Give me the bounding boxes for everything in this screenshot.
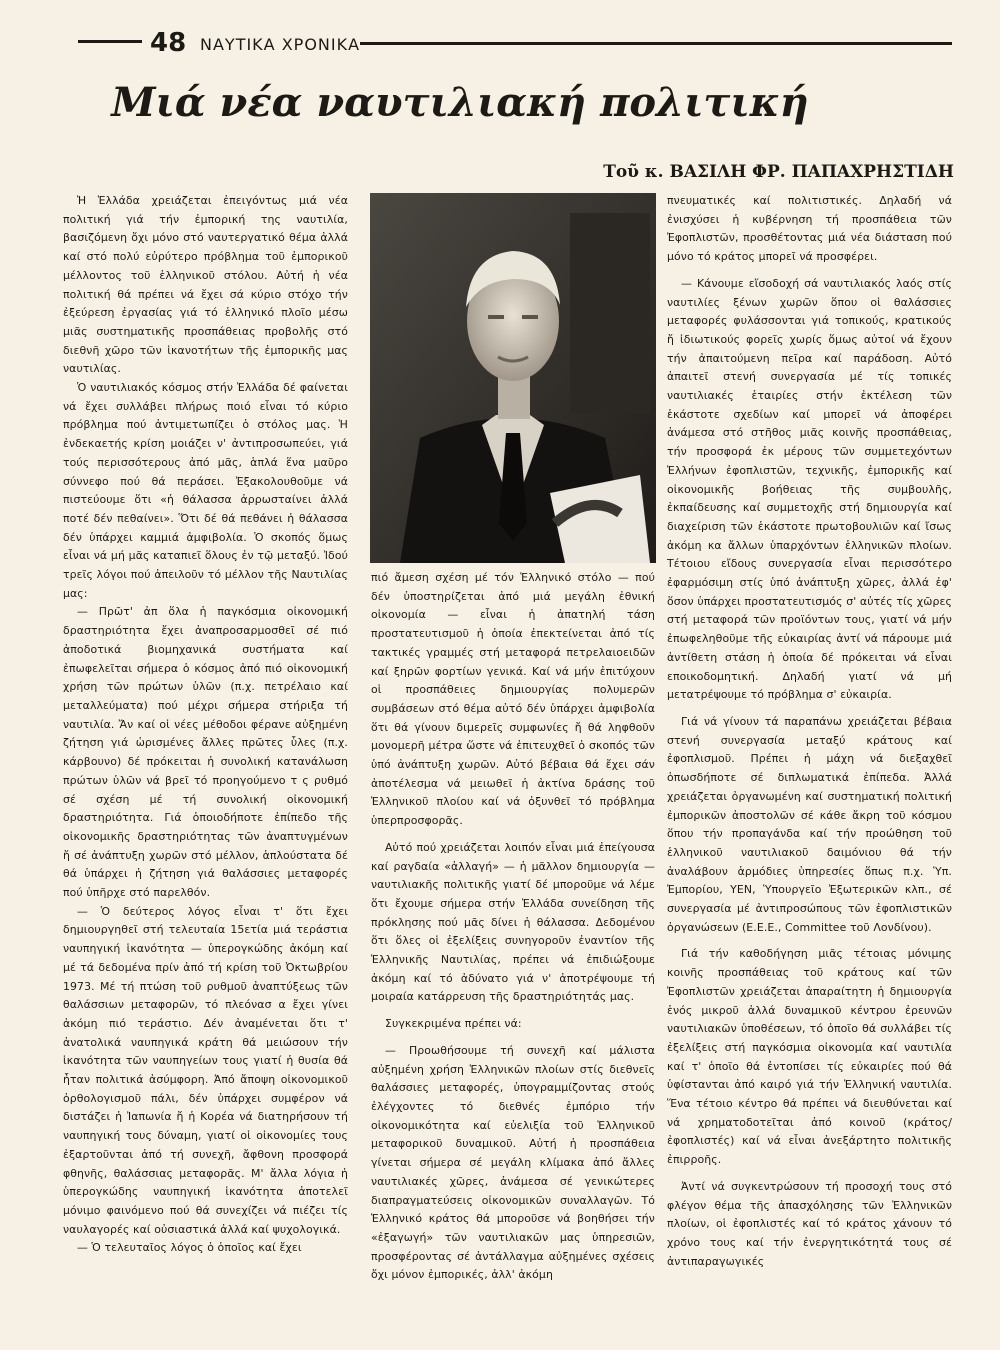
byline: Τοῦ κ. ΒΑΣΙΛΗ ΦΡ. ΠΑΠΑΧΡΗΣΤΙΔΗ <box>603 162 954 182</box>
paragraph: — Κάνουμε εἴσοδοχή σά ναυτιλιακός λαός στίς ναυτιλίες ξένων χωρῶν ὅπου οἱ θαλάσσιες μεταφορές φυλάσσονται γιά τοπικούς, κρατικούς ἤ ἰδιωτικούς φορεῖς χωρίς ὅμως αὐτοί νά ἔχουν τήν ἀπαιτούμενη πεῖρα καί παράδοση. Αὐτό ἀπαιτεῖ στενή συνεργασία μέ τίς τοπικές ναυτιλιακές ἑταιρίες στήν ἐκτέλεση τῶν ἑκάστοτε σχεδίων καί μπορεῖ νά ἀποφέρει ἀνάμεσα στό στῆθος μιᾶς κοινῆς προσπάθειας, τήν προσφορά ἐκ μέρους τῶν συμμετεχόντων Ἑλλήνων ἐφοπλιστῶν, τεχνικῆς, ἐμπορικῆς καί οἰκονομικῆς βοήθειας τῆς συμβουλῆς, ἐκπαίδευσης καί συμμετοχῆς στή δημιουργία καί διαχείριση τῶν ἑκάστοτε πρωτοβουλιῶν καί ἴσως ἀκόμη κα ἄλλων ὑπαρχόντων ἑλληνικῶν πλοίων. Τέτοιου εἴδους συνεργασία εἶναι περισσότερο ἐφαρμόσιμη στίς ὑπό ἀνάπτυξη χῶρες, ἀλλά ἐφ' ὅσον ὑπάρχει προστατευτισμός σ' αὐτές τίς χῶρες στή μεταφορά τῶν προϊόντων τους, γιατί νά μήν ἐπωφεληθοῦμε τῆς εὐκαιρίας ἀντί νά πάρουμε μιά ἀντίθετη στάση ἡ ὁποία δέ πρόκειται νά εἶναι εποικοδομητική. Δηλαδή γιατί νά μή μετατρέψουμε τό πρόβλημα σ' εὐκαιρία. <box>667 276 952 702</box>
author-portrait-image <box>370 193 656 563</box>
author-photo <box>370 193 656 563</box>
paragraph: — Ὁ τελευταῖος λόγος ὁ ὁποῖος καί ἔχει <box>77 1241 302 1255</box>
paragraph: Αὐτό πού χρειάζεται λοιπόν εἶναι μιά ἐπείγουσα καί ραγδαία «ἀλλαγή» — ἡ μᾶλλον δημιουργία — ναυτιλιακῆς πολιτικῆς γιατί δέ μποροῦμε νά λέμε ὅτι ἔχουμε σήμερα στήν Ἑλλάδα συνείδηση τῆς πρόκλησης πού μᾶς δίνει ἡ θάλασσα. Δεδομένου ὅτι ὅλες οἱ ἐξελίξεις συνηγοροῦν ἐναντίον τῆς Ἑλληνικῆς Ναυτιλίας, πρέπει νά ἐπιδιώξουμε ἀκόμη καί τό ἀδύνατο γιά ν' ἀποτρέψουμε τή μοιραία κατάρρευση τῆς δραστηριότητάς μας. <box>371 840 655 1004</box>
header-rule-left <box>78 40 142 43</box>
column-right <box>667 192 952 1271</box>
paragraph: Ἡ Ἑλλάδα χρειάζεται ἐπειγόντως μιά νέα πολιτική γιά τήν ἐμπορική της ναυτιλία, βασιζόμενη ὄχι μόνο στό ναυτεργατικό θέμα ἀλλά καί στό πολύ εὐρύτερο πρόβλημα τοῦ ἐμπορικοῦ μέλλοντος τοῦ ἑλληνικοῦ στόλου. Αὐτή ἡ νέα πολιτική θά πρέπει νά ἔχει σά κύριο στόχο τήν ἐξεύρεση ἐργασίας γιά τό ἑλληνικό πλοῖο μέσω μιᾶς συστηματικῆς προσπάθειας προβολῆς στό διεθνῆ χῶρο τῶν ἱκανοτήτων τῆς ἐμπορικῆς μας ναυτιλίας. <box>63 194 348 376</box>
header-rule-right <box>360 42 952 45</box>
paragraph: Γιά τήν καθοδήγηση μιᾶς τέτοιας μόνιμης κοινῆς προσπάθειας τοῦ κράτους καί τῶν Ἐφοπλιστῶν χρειάζεται ἀπαραίτητη ἡ δημιουργία ἑνός μικροῦ ἀλλά δυναμικοῦ κέντρου ἐρευνῶν ναυτιλιακῶν ὑποθέσεων, τό ὁποῖο θά συλλάβει τίς ἐξελίξεις στή παγκόσμια οἰκονομία καί ναυτιλία καί τ' ὁποῖο θά ἐντοπίσει τίς εὐκαιρίες πού θά ὑφίστανται ἀπό καιρό γιά τήν Ἑλληνική ναυτιλία. Ἕνα τέτοιο κέντρο θά πρέπει νά διευθύνεται καί νά χρηματοδοτεῖται ἀπό κοινοῦ (κράτος/ἐφοπλιστές) καί νά εἶναι ἀνεξάρτητο πολιτικῆς ἐπιρροῆς. <box>667 947 952 1167</box>
paragraph: πιό ἄμεση σχέση μέ τόν Ἑλληνικό στόλο — πού δέν ὑποστηρίζεται ἀπό μιά μεγάλη ἐθνική οἰκονομία — εἶναι ἡ ἀπατηλή τάση προστατευτισμοῦ ἡ ὁποία ἐπεκτείνεται ἀπό τίς τακτικές γραμμές στή μεταφορά πετρελαιοειδῶν καί ξηρῶν φορτίων γενικά. Καί νά μήν ἐπιτύχουν οἱ προσπάθειες δημιουργίας πολυμερῶν συμβάσεων στό θέμα αὐτό δέν ὑπάρχει ἀμφιβολία ὅτι θά γίνουν διμερεῖς συμφωνίες ἤ θά ληφθοῦν μονομερῆ μέτρα ὥστε νά ἐπιτευχθεῖ ὁ σκοπός τῶν ὑπό ἀνάπτυξη χωρῶν. Αὐτό βέβαια θά ἔχει σάν ἀποτέλεσμα νά μειωθεῖ ἡ ἀκτίνα δράσης τοῦ Ἑλληνικοῦ πλοίου καί νά ὀξυνθεῖ τό πρόβλημα ὑπερπροσφορᾶς. <box>371 571 655 828</box>
paragraph: Ἀντί νά συγκεντρώσουν τή προσοχή τους στό φλέγον θέμα τῆς ἀπασχόλησης τῶν Ἑλληνικῶν πλοίων, οἱ ἐφοπλιστές καί τό κράτος χάνουν τό χρόνο τους καί τήν ἐνεργητικότητά τους σέ ἀντιπαραγωγικές <box>667 1179 952 1268</box>
paragraph: — Προωθήσουμε τή συνεχῆ καί μάλιστα αὐξημένη χρήση Ἑλληνικῶν πλοίων στίς διεθνεῖς θαλάσσιες μεταφορές, ὑπογραμμίζοντας στούς ἐλέγχοντες τό διεθνές ἐμπόριο τήν οἰκονομικότητα καί εὐελιξία τοῦ Ἑλληνικοῦ μεταφορικοῦ δυναμικοῦ. Αὐτή ἡ προσπάθεια γίνεται σήμερα σέ μεγάλη κλίμακα ἀπό ἄλλες ναυτιλιακές χῶρες, ἀνάμεσα σέ γενικώτερες διαπραγματεύσεις οἰκονομικῶν συναλλαγῶν. Τό Ἑλληνικό κράτος θά μποροῦσε νά βοηθήσει τήν «ἐξαγωγή» τῶν ναυτιλιακῶν μας ὑπηρεσιῶν, προσφέροντας σέ ἀντάλλαγμα αὐξημένες σχέσεις ὄχι μόνον ἐμπορικές, ἀλλ' ἀκόμη <box>371 1043 655 1282</box>
article-title: Μιά νέα ναυτιλιακή πολιτική <box>111 79 809 126</box>
paragraph: Συγκεκριμένα πρέπει νά: <box>385 1017 522 1031</box>
journal-title: ΝΑΥΤΙΚΑ ΧΡΟΝΙΚΑ <box>200 35 361 54</box>
paragraph: Γιά νά γίνουν τά παραπάνω χρειάζεται βέβαια στενή συνεργασία μεταξύ κράτους καί ἐφοπλισμοῦ. Πρέπει ἡ μάχη νά διεξαχθεῖ ὁπωσδήποτε σέ διπλωματικά ἐπίπεδα. Ἀλλά χρειάζεται ὀργανωμένη καί συστηματική πολιτική ἐμπορικῶν ἀποστολῶν σέ κάθε ἄκρη τοῦ κόσμου ὅπου τήν προπαγάνδα καί τήν προώθηση τοῦ ἑλληνικοῦ ναυτιλιακοῦ δαιμόνιου θά τήν ἀναλάβουν ἁρμόδιες ὑπηρεσίες ὅπως π.χ. Ὑπ. Ἐμπορίου, ΥΕΝ, Ὑπουργεῖο Ἐξωτερικῶν κλπ., σέ συνεργασία μέ ἀντιπροσώπους τῶν ἐφοπλιστικῶν ὀργανώσεων (Ε.Ε.Ε., Committee τοῦ Λονδίνου). <box>667 714 952 934</box>
paragraph: Ὁ ναυτιλιακός κόσμος στήν Ἑλλάδα δέ φαίνεται νά ἔχει συλλάβει πλήρως ποιό εἶναι τό κύριο πρόβλημα πού ἀντιμετωπίζει ὁ στόλος μας. Ἡ ἐνδεκαετής κρίση μοιάζει ν' ἀντιπροσωπεύει, γιά τούς περισσότερους ἀπό μᾶς, ἁπλά ἕνα μαῦρο σύννεφο πού θά περάσει. Ἐξακολουθοῦμε νά πιστεύουμε ὅτι «ἡ θάλασσα ἀρρωσταίνει ἀλλά ποτέ δέν πεθαίνει». Ὅτι δέ θά πεθάνει ἡ θάλασσα δέν ὑπάρχει καμμιά ἀμφιβολία. Ὁ σκοπός ὅμως εἶναι νά μή μᾶς καταπιεῖ ὅλους ἐν τῷ μεταξύ. Ἰδού τρεῖς λόγοι πού ἀπειλοῦν τό μέλλον τῆς Ναυτιλίας μας: <box>63 381 348 600</box>
paragraph: — Ὁ δεύτερος λόγος εἶναι τ' ὅτι ἔχει δημιουργηθεῖ στή τελευταία 15ετία μιά τεράστια ναυπηγική ἱκανότητα — ὑπερογκώδης ἀκόμη καί μέ τά δεδομένα πρίν ἀπό τή κρίση τοῦ Ὀκτωβρίου 1973. Μέ τή πτώση τοῦ ρυθμοῦ ἀναπτύξεως τῶν θαλάσσιων μεταφορῶν, τό πλεόνασ α ἔχει γίνει ἀκόμη πιό τεράστιο. Δέν ἀναμένεται ὅτι τ' ἀνατολικά ναυπηγικά κράτη θά μειώσουν τήν ἱκανότητα τῶν ναυπηγείων τους γιατί ἡ θυσία θά ἦταν πολιτικά ἀσύμφορη. Ἀπό ἄποψη οἰκονομικοῦ ὀρθολογισμοῦ πάλι, δέν ὑπάρχει συμφέρον νά διστάζει ἡ Ἰαπωνία ἤ ἡ Κορέα νά διατηρήσουν τή ναυπηγική τους δύναμη, γιατί οἱ οἰκονομίες τους ἐξαρτοῦνται ἀπό τή συνεχῆ, ἄφθονη προσφορά φθηνῆς, θαλάσσιας μεταφορᾶς. Μ' ἄλλα λόγια ἡ ὑπερογκώδης ναυπηγική ἱκανότητα ἀποτελεῖ μόνιμο φαινόμενο πού θά συνεχίζει νά πιέζει τίς ναυλαγορές καί οὐσιαστικά ἀλλά καί ψυχολογικά. <box>63 904 348 1236</box>
paragraph: — Πρῶτ' ἀπ ὅλα ἡ παγκόσμια οἰκονομική δραστηριότητα ἔχει ἀναπροσαρμοσθεῖ σέ πιό ἀποδοτικά βιομηχανικά συστήματα καί ἐπωφελεῖται σήμερα ὁ κόσμος ἀπό πιό οἰκονομική χρήση τῶν πρώτων ὑλῶν (π.χ. πετρέλαιο καί μεταλλεύματα) πού μέχρι σήμερα στήριξα τή ναυτιλία. Ἄν καί οἱ νέες μέθοδοι φέρανε αὐξημένη ζήτηση γιά ὡρισμένες ἄλλες πρῶτες ὗλες (π.χ. κάρβουνο) δέ πρόκειται ἡ συνολική κατανάλωση πρώτων ὑλῶν νά βρεῖ τό προηγούμενο τ ς ρυθμό σέ σχέση μέ τή συνολική οἰκονομική δραστηριότητα. Γιά ὁποιοδήποτε ἐπίπεδο τῆς οἰκονομικῆς δραστηριότητας τῶν ἀναπτυγμένων ἤ σέ ἀνάπτυξη χωρῶν στό μέλλον, ἁπλούστατα δέ θά ὑπάρχει ἡ ζήτηση γιά θαλάσσιες μεταφορές πού ὑπῆρχε στό παρελθόν. <box>63 605 348 900</box>
column-left <box>63 192 348 1258</box>
paragraph: πνευματικές καί πολιτιστικές. Δηλαδή νά ἐνισχύσει ἡ κυβέρνηση τή προσπάθεια τῶν Ἐφοπλιστῶν, προσθέτοντας μιά νέα διάσταση πού μόνο τό κράτος μπορεῖ νά προσφέρει. <box>667 194 952 264</box>
page-number: 48 <box>150 28 187 58</box>
column-middle <box>371 569 655 1285</box>
